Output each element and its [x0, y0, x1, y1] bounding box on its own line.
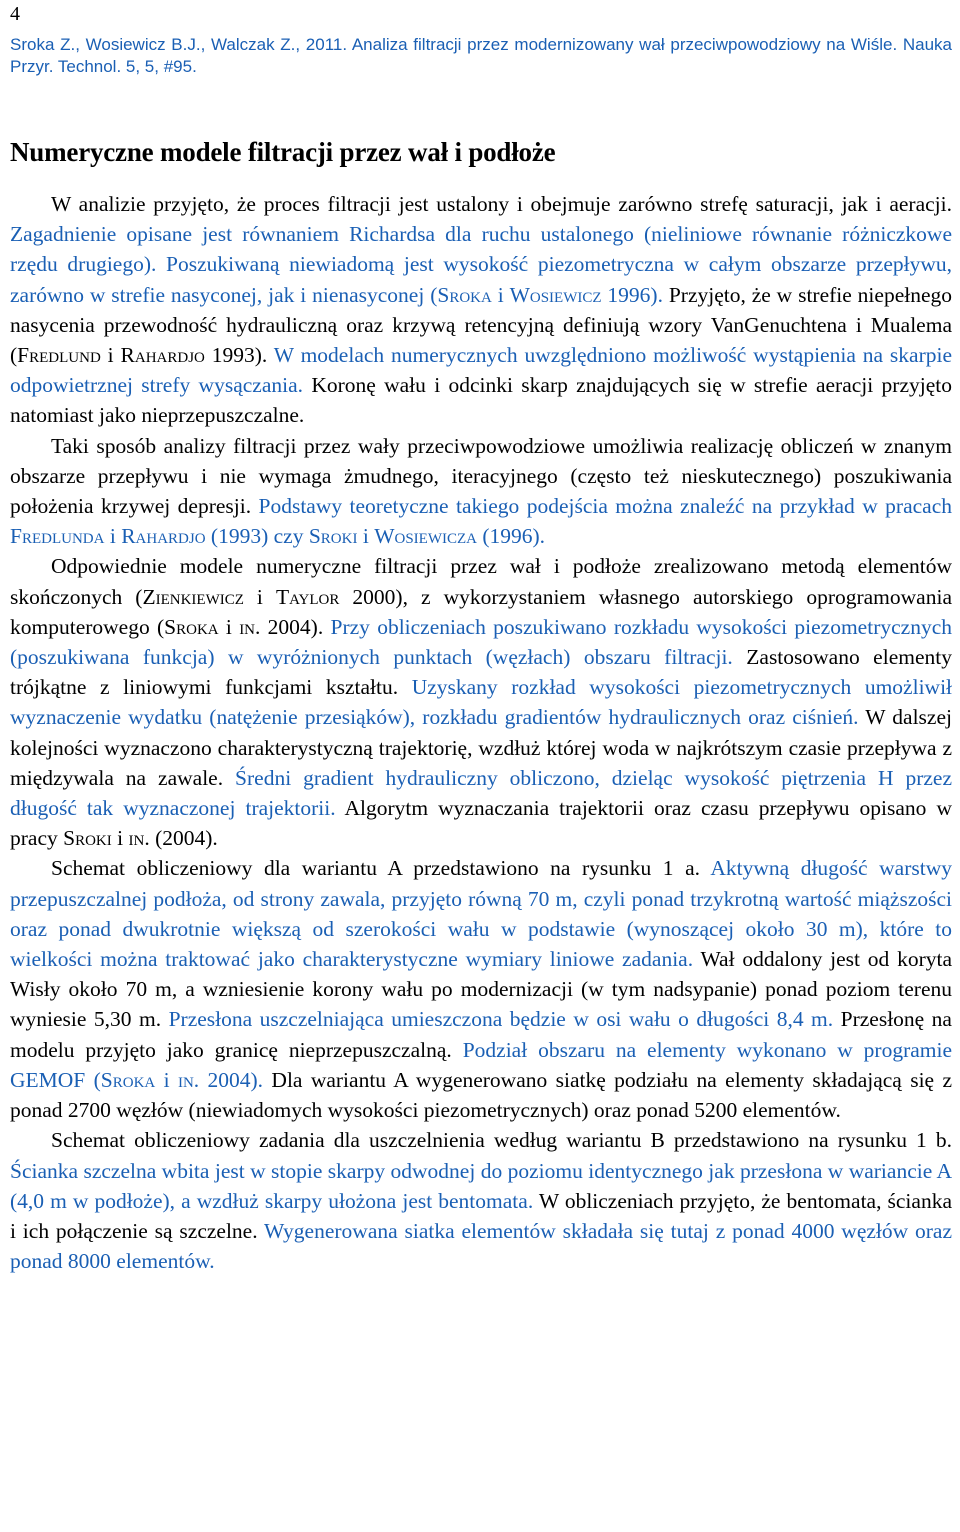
paragraph-5 [10, 1125, 952, 1276]
author-name: Sroki [308, 524, 358, 549]
author-name: in [128, 826, 145, 851]
paragraph-4 [10, 853, 952, 1125]
sentence: Wał oddalony jest od koryta Wisły około 70 m, a wzniesienie korony wału po modernizacji (w tym nadsypanie) ponad poziom terenu wyniesie 5,30 m. [10, 947, 953, 1032]
sentence-highlight: Przesłona uszczelniająca umieszczona będzie w osi wału o długości 8,4 m. [168, 1007, 841, 1032]
paragraph-3 [10, 551, 952, 853]
sentence: Odpowiednie modele numeryczne filtracji przez wał i podłoże zrealizowano metodą elementów skończonych (Zienkiewicz i Taylor 2000), z wykorzystaniem własnego autorskiego oprogramowania komputerowego (Sroka i in. 2004). [10, 554, 952, 639]
author-name: Sroki [63, 826, 112, 851]
body-text [10, 189, 952, 1276]
author-name: Wosiewicz [509, 282, 602, 307]
sentence-highlight: Podział obszaru na elementy wykonano w programie GEMOF (Sroka i in. 2004). [10, 1037, 953, 1092]
author-name: in [177, 1067, 194, 1092]
sentence-highlight: Przy obliczeniach poszukiwano rozkładu wysokości piezometrycznych (poszukiwana funkcja) w wyróżnionych punktach (węzłach) obszaru filtracji. [10, 614, 952, 670]
sentence-highlight: Średni gradient hydrauliczny obliczono, dzieląc wysokość piętrzenia H przez długość tak wyznaczonej trajektorii. [10, 765, 952, 821]
sentence: W dalszej kolejności wyznaczono charakterystyczną trajektorię, wzdłuż której woda w najkrótszym czasie przepływa z międzywala na zawale. [10, 705, 952, 790]
author-name: Sroka [164, 614, 219, 639]
sentence: Przesłonę na modelu przyjęto jako granicę nieprzepuszczalną. [10, 1007, 952, 1062]
sentence: Schemat obliczeniowy zadania dla uszczelnienia według wariantu B przedstawiono na rysunku 1 b. [51, 1128, 952, 1153]
page-number: 4 [10, 3, 20, 25]
sentence: Algorytm wyznaczania trajektorii oraz czasu przepływu opisano w pracy Sroki i in. (2004). [10, 796, 952, 851]
sentence-highlight: Aktywną długość warstwy przepuszczalnej podłoża, od strony zawala, przyjęto równą 70 m, czyli ponad trzykrotną wartość miąższości oraz ponad dwukrotnie większą od szerokości wału w podstawie (wynoszącej około 30 m), które to wielkości można traktować jako charakterystyczne wymiary liniowe zadania. [10, 856, 952, 972]
sentence-highlight: Uzyskany rozkład wysokości piezometrycznych umożliwił wyznaczenie wydatku (natężenie przesiąków), rozkładu gradientów hydraulicznych oraz ciśnień. [10, 675, 953, 730]
author-name: Rahardjo [121, 524, 206, 549]
author-name: Rahardjo [120, 343, 205, 368]
sentence: Dla wariantu A wygenerowano siatkę podziału na elementy składającą się z ponad 2700 węzłów (niewiadomych wysokości piezometrycznych) oraz ponad 5200 elementów. [10, 1067, 952, 1123]
author-name: Fredlunda [10, 524, 105, 549]
citation-link[interactable]: Sroka Z., Wosiewicz B.J., Walczak Z., 2011. Analiza filtracji przez modernizowany wał przeciwpowodziowy na Wiśle. Nauka Przyr. Technol. 5, 5, #95. [10, 35, 952, 76]
sentence: W obliczeniach przyjęto, że bentomata, ścianka i ich połączenie są szczelne. [10, 1188, 952, 1243]
sentence: Schemat obliczeniowy dla wariantu A przedstawiono na rysunku 1 a. [51, 856, 711, 881]
sentence-highlight: Podstawy teoretyczne takiego podejścia można znaleźć na przykład w pracach Fredlunda i Rahardjo (1993) czy Sroki i Wosiewicza (1996). [10, 494, 952, 549]
sentence: Zastosowano elementy trójkątne z liniowymi funkcjami kształtu. [10, 645, 952, 700]
author-name: Wosiewicza [374, 524, 477, 549]
author-name: Zienkiewicz [142, 584, 244, 609]
author-name: Fredlund [17, 343, 101, 368]
author-name: Sroka [437, 282, 492, 307]
sentence: Taki sposób analizy filtracji przez wały przeciwpowodziowe umożliwia realizację obliczeń w znanym obszarze przepływu i nie wymaga żmudnego, iteracyjnego (często też nieskutecznego) poszukiwania położenia krzywej depresji. [10, 433, 952, 519]
section-title: Numeryczne modele filtracji przez wał i podłoże [10, 137, 556, 167]
sentence: W analizie przyjęto, że proces filtracji jest ustalony i obejmuje zarówno strefę saturacji, jak i aeracji. [51, 192, 952, 216]
sentence: Przyjęto, że w strefie niepełnego nasycenia przewodność hydrauliczną oraz krzywą retencyjną definiują wzory VanGenuchtena i Mualema (Fredlund i Rahardjo 1993). [10, 282, 953, 368]
sentence: Koronę wału i odcinki skarp znajdujących się w strefie aeracji przyjęto natomiast jako nieprzepuszczalne. [10, 373, 952, 428]
sentence-highlight: Wygenerowana siatka elementów składała się tutaj z ponad 4000 węzłów oraz ponad 8000 elementów. [10, 1218, 952, 1274]
sentence-highlight: W modelach numerycznych uwzględniono możliwość wystąpienia na skarpie odpowietrznej strefy wysączania. [10, 343, 952, 398]
document-page [10, 0, 952, 1276]
paragraph-1 [10, 189, 952, 431]
author-name: in [239, 614, 256, 639]
sentence-highlight: Zagadnienie opisane jest równaniem Richardsa dla ruchu ustalonego (nieliniowe równanie różniczkowe rzędu drugiego). [10, 222, 952, 277]
author-name: Taylor [275, 584, 340, 609]
sentence-highlight: Poszukiwaną niewiadomą jest wysokość piezometryczna w całym obszarze przepływu, zarówno w strefie nasyconej, jak i nienasyconej (Sroka i Wosiewicz 1996). [10, 252, 952, 307]
paragraph-2 [10, 431, 952, 552]
sentence-highlight: Ścianka szczelna wbita jest w stopie skarpy odwodnej do poziomu identycznego jak przesłona w wariancie A (4,0 m w podłoże), a wzdłuż skarpy ułożona jest bentomata. [10, 1158, 952, 1213]
author-name: Sroka [100, 1067, 156, 1092]
